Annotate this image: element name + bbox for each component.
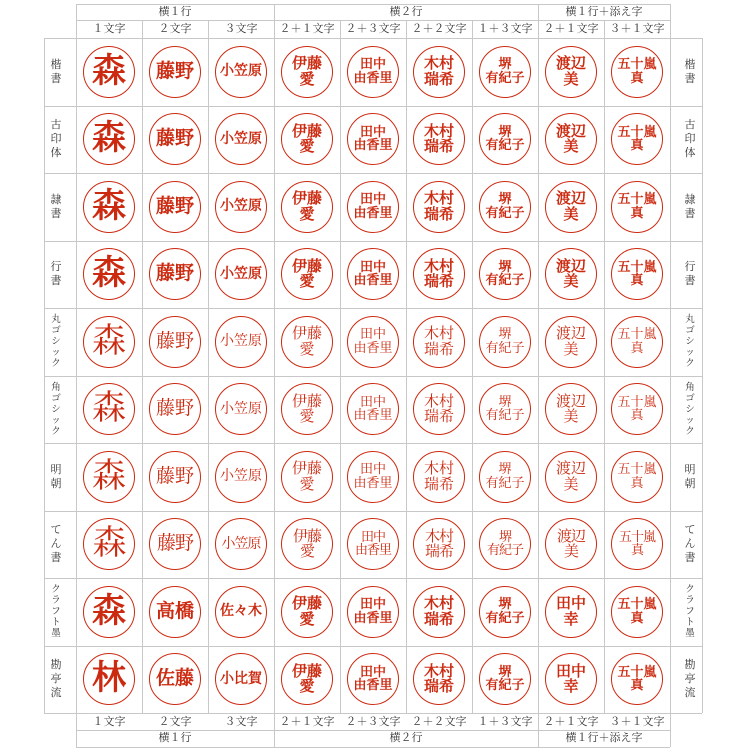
row-label-right: 丸 ゴ シ ッ ク xyxy=(685,314,695,370)
seal-characters: 木村 瑞希 xyxy=(423,661,454,696)
left-border xyxy=(44,38,45,713)
seal-stamp xyxy=(149,113,201,165)
seal-stamp xyxy=(83,113,135,165)
seal-characters: 伊藤 愛 xyxy=(292,526,321,561)
seal-stamp xyxy=(545,518,597,570)
bottom-column-header: ３文字 xyxy=(224,715,258,728)
seal-stamp xyxy=(545,113,597,165)
seal-stamp xyxy=(149,653,201,705)
column-divider xyxy=(670,4,671,747)
row-label-right: 隷 書 xyxy=(684,192,696,220)
row-label-right: ク ラ フ ト 墨 xyxy=(685,584,695,640)
seal-stamp xyxy=(413,653,465,705)
seal-stamp xyxy=(281,113,333,165)
seal-characters: 渡辺 美 xyxy=(555,54,586,88)
seal-stamp xyxy=(479,451,531,503)
seal-stamp xyxy=(479,46,531,98)
seal-stamp xyxy=(83,181,135,233)
seal-stamp xyxy=(611,653,663,705)
bottom-column-header: １＋３文字 xyxy=(477,715,533,728)
seal-stamp xyxy=(545,181,597,233)
column-divider xyxy=(604,20,605,714)
seal-characters: 木村 瑞希 xyxy=(423,324,454,358)
seal-characters: 伊藤 愛 xyxy=(291,121,322,156)
seal-stamp xyxy=(413,46,465,98)
bottom-border xyxy=(76,747,670,748)
seal-stamp xyxy=(413,113,465,165)
column-divider xyxy=(472,20,473,714)
column-divider xyxy=(274,4,275,747)
row-label-left: 楷 書 xyxy=(50,57,62,85)
seal-characters: 堺 有紀子 xyxy=(485,394,525,424)
group-header: 横２行 xyxy=(389,5,423,18)
column-divider xyxy=(406,20,407,714)
bottom-column-header: ３＋１文字 xyxy=(609,715,665,728)
seal-stamp xyxy=(215,383,267,435)
row-label-left: 角 ゴ シ ッ ク xyxy=(51,381,61,437)
group-header: 横１行＋添え字 xyxy=(565,5,643,18)
seal-characters: 堺 有紀子 xyxy=(485,259,525,289)
seal-characters: 木村 瑞希 xyxy=(423,391,454,426)
seal-font-sample-sheet xyxy=(44,4,704,744)
seal-stamp xyxy=(611,46,663,98)
seal-characters: 渡辺 美 xyxy=(556,526,585,561)
seal-characters: 森 xyxy=(92,590,126,631)
seal-characters: 渡辺 美 xyxy=(555,121,586,156)
seal-stamp xyxy=(347,248,399,300)
row-label-right: 行 書 xyxy=(684,260,696,288)
seal-stamp xyxy=(149,316,201,368)
seal-characters: 木村 瑞希 xyxy=(424,526,453,561)
seal-stamp xyxy=(545,316,597,368)
seal-characters: 五十嵐 真 xyxy=(617,327,657,356)
seal-characters: 藤野 xyxy=(155,464,194,487)
column-divider xyxy=(538,4,539,747)
seal-stamp xyxy=(149,181,201,233)
seal-characters: 渡辺 美 xyxy=(555,189,586,223)
seal-stamp xyxy=(611,316,663,368)
seal-stamp xyxy=(479,586,531,638)
seal-stamp xyxy=(545,653,597,705)
seal-characters: 田中 由香里 xyxy=(353,57,393,86)
seal-characters: 田中 幸 xyxy=(555,661,586,696)
seal-stamp xyxy=(347,181,399,233)
seal-stamp xyxy=(215,316,267,368)
seal-characters: 佐々木 xyxy=(220,603,262,620)
seal-characters: 伊藤 愛 xyxy=(291,324,322,358)
seal-characters: 堺 有紀子 xyxy=(485,462,525,491)
seal-stamp xyxy=(215,518,267,570)
seal-stamp xyxy=(611,383,663,435)
seal-stamp xyxy=(545,383,597,435)
seal-characters: 渡辺 美 xyxy=(555,256,586,291)
seal-characters: 佐藤 xyxy=(155,667,194,690)
seal-stamp xyxy=(83,316,135,368)
column-header: ２文字 xyxy=(158,22,192,35)
seal-stamp xyxy=(611,181,663,233)
seal-stamp xyxy=(83,653,135,705)
seal-characters: 田中 由香里 xyxy=(353,259,393,289)
seal-characters: 小比賀 xyxy=(220,670,262,687)
row-label-left: 勘 亭 流 xyxy=(50,658,62,700)
seal-stamp xyxy=(281,46,333,98)
row-label-left: 行 書 xyxy=(50,260,62,288)
row-label-left: 古 印 体 xyxy=(50,118,62,160)
seal-stamp xyxy=(545,46,597,98)
seal-stamp xyxy=(215,181,267,233)
column-header: ２＋１文字 xyxy=(279,22,335,35)
seal-characters: 田中 由香里 xyxy=(353,192,393,221)
seal-characters: 木村 瑞希 xyxy=(423,256,454,291)
seal-stamp xyxy=(479,113,531,165)
seal-characters: 五十嵐 真 xyxy=(617,57,657,86)
seal-stamp xyxy=(347,586,399,638)
seal-stamp xyxy=(347,383,399,435)
seal-characters: 五十嵐 真 xyxy=(617,462,657,491)
seal-characters: 五十嵐 真 xyxy=(617,192,657,221)
seal-characters: 小笠原 xyxy=(220,265,262,282)
seal-stamp xyxy=(479,653,531,705)
seal-characters: 伊藤 愛 xyxy=(291,256,322,291)
seal-stamp xyxy=(413,316,465,368)
seal-characters: 五十嵐 真 xyxy=(617,124,657,154)
seal-characters: 田中 由香里 xyxy=(353,462,393,491)
seal-characters: 藤野 xyxy=(155,262,194,285)
seal-characters: 渡辺 美 xyxy=(555,459,586,493)
seal-characters: 藤野 xyxy=(156,532,193,555)
seal-stamp xyxy=(479,518,531,570)
seal-stamp xyxy=(83,383,135,435)
seal-characters: 堺 有紀子 xyxy=(485,327,525,356)
seal-characters: 森 xyxy=(92,388,126,429)
seal-characters: 小笠原 xyxy=(220,468,262,485)
seal-stamp xyxy=(347,518,399,570)
bottom-group-header: 横２行 xyxy=(389,731,423,744)
seal-characters: 木村 瑞希 xyxy=(423,54,454,88)
column-header: ３＋１文字 xyxy=(609,22,665,35)
seal-characters: 林 xyxy=(92,658,126,699)
seal-characters: 五十嵐 真 xyxy=(618,529,655,559)
row-label-left: 丸 ゴ シ ッ ク xyxy=(51,314,61,370)
seal-characters: 藤野 xyxy=(155,397,194,420)
seal-characters: 小笠原 xyxy=(220,130,262,147)
row-label-right: 勘 亭 流 xyxy=(684,658,696,700)
seal-characters: 伊藤 愛 xyxy=(291,189,322,223)
seal-characters: 木村 瑞希 xyxy=(423,189,454,223)
seal-characters: 渡辺 美 xyxy=(555,324,586,358)
seal-characters: 森 xyxy=(92,253,126,294)
seal-stamp xyxy=(545,586,597,638)
row-label-right: て ん 書 xyxy=(684,523,696,565)
seal-stamp xyxy=(545,248,597,300)
seal-characters: 伊藤 愛 xyxy=(291,391,322,426)
seal-stamp xyxy=(83,586,135,638)
seal-stamp xyxy=(479,316,531,368)
seal-stamp xyxy=(215,586,267,638)
seal-characters: 藤野 xyxy=(155,127,194,150)
seal-characters: 五十嵐 真 xyxy=(617,394,657,424)
seal-characters: 木村 瑞希 xyxy=(423,121,454,156)
bottom-column-header: ２＋１文字 xyxy=(279,715,335,728)
seal-characters: 森 xyxy=(92,185,126,226)
seal-characters: 五十嵐 真 xyxy=(617,597,657,626)
seal-stamp xyxy=(281,181,333,233)
row-label-right: 角 ゴ シ ッ ク xyxy=(685,381,695,437)
seal-characters: 森 xyxy=(92,523,126,564)
seal-characters: 小笠原 xyxy=(220,333,262,350)
seal-stamp xyxy=(83,518,135,570)
seal-stamp xyxy=(149,518,201,570)
top-border xyxy=(76,4,670,5)
seal-stamp xyxy=(281,451,333,503)
bottom-group-header: 横１行＋添え字 xyxy=(565,731,643,744)
seal-characters: 高橋 xyxy=(155,599,194,622)
seal-characters: 田中 由香里 xyxy=(353,664,393,694)
seal-stamp xyxy=(215,653,267,705)
seal-stamp xyxy=(347,653,399,705)
bottom-group-header: 横１行 xyxy=(158,731,192,744)
column-header: １＋３文字 xyxy=(477,22,533,35)
seal-characters: 田中 由香里 xyxy=(353,597,393,626)
seal-characters: 木村 瑞希 xyxy=(423,594,454,628)
column-header: ３文字 xyxy=(224,22,258,35)
seal-stamp xyxy=(83,451,135,503)
seal-stamp xyxy=(611,586,663,638)
seal-characters: 藤野 xyxy=(155,329,194,352)
seal-stamp xyxy=(611,518,663,570)
seal-characters: 田中 由香里 xyxy=(353,124,393,154)
seal-stamp xyxy=(347,451,399,503)
row-label-left: て ん 書 xyxy=(50,523,62,565)
seal-characters: 堺 有紀子 xyxy=(485,664,525,694)
seal-stamp xyxy=(215,113,267,165)
seal-characters: 藤野 xyxy=(155,59,194,82)
seal-stamp xyxy=(413,383,465,435)
seal-characters: 森 xyxy=(92,320,126,361)
right-border xyxy=(702,38,703,713)
group-divider xyxy=(76,20,670,21)
seal-characters: 五十嵐 真 xyxy=(617,664,657,694)
row-label-left: 隷 書 xyxy=(50,192,62,220)
seal-stamp xyxy=(281,316,333,368)
bottom-column-header: ２文字 xyxy=(158,715,192,728)
bottom-column-header: ２＋２文字 xyxy=(411,715,467,728)
bottom-column-header: ２＋３文字 xyxy=(345,715,401,728)
column-header: １文字 xyxy=(92,22,126,35)
seal-characters: 堺 有紀子 xyxy=(485,192,525,221)
seal-stamp xyxy=(281,248,333,300)
seal-characters: 堺 有紀子 xyxy=(485,124,525,154)
seal-stamp xyxy=(413,518,465,570)
seal-stamp xyxy=(413,586,465,638)
seal-characters: 小笠原 xyxy=(220,198,262,215)
seal-stamp xyxy=(149,383,201,435)
seal-characters: 小笠原 xyxy=(220,400,262,417)
group-header: 横１行 xyxy=(158,5,192,18)
seal-characters: 木村 瑞希 xyxy=(423,459,454,493)
seal-characters: 田中 幸 xyxy=(555,594,586,628)
seal-stamp xyxy=(215,46,267,98)
seal-stamp xyxy=(281,518,333,570)
row-label-right: 楷 書 xyxy=(684,57,696,85)
seal-stamp xyxy=(83,46,135,98)
seal-characters: 五十嵐 真 xyxy=(617,259,657,289)
bottom-column-header: ２＋１文字 xyxy=(543,715,599,728)
column-header: ２＋３文字 xyxy=(345,22,401,35)
seal-stamp xyxy=(149,46,201,98)
bottom-group-divider xyxy=(76,730,670,731)
seal-stamp xyxy=(611,113,663,165)
seal-stamp xyxy=(611,451,663,503)
seal-stamp xyxy=(545,451,597,503)
seal-characters: 伊藤 愛 xyxy=(291,661,322,696)
seal-characters: 伊藤 愛 xyxy=(291,54,322,88)
seal-stamp xyxy=(413,451,465,503)
seal-stamp xyxy=(479,181,531,233)
column-divider xyxy=(340,20,341,714)
seal-characters: 森 xyxy=(92,50,126,91)
seal-stamp xyxy=(281,586,333,638)
seal-stamp xyxy=(347,316,399,368)
column-divider xyxy=(76,4,77,747)
column-header: ２＋１文字 xyxy=(543,22,599,35)
bottom-column-header: １文字 xyxy=(92,715,126,728)
seal-stamp xyxy=(215,248,267,300)
seal-characters: 田中 由香里 xyxy=(353,394,393,424)
column-header: ２＋２文字 xyxy=(411,22,467,35)
row-label-right: 古 印 体 xyxy=(684,118,696,160)
seal-characters: 堺 有紀子 xyxy=(485,597,525,626)
seal-stamp xyxy=(347,46,399,98)
seal-characters: 田中 由香里 xyxy=(354,529,391,559)
seal-stamp xyxy=(611,248,663,300)
seal-characters: 渡辺 美 xyxy=(555,391,586,426)
row-label-left: 明 朝 xyxy=(50,462,62,490)
column-divider xyxy=(142,20,143,714)
seal-stamp xyxy=(149,248,201,300)
seal-stamp xyxy=(281,383,333,435)
seal-characters: 小笠原 xyxy=(220,63,262,80)
row-label-right: 明 朝 xyxy=(684,462,696,490)
seal-stamp xyxy=(413,248,465,300)
seal-stamp xyxy=(215,451,267,503)
seal-stamp xyxy=(413,181,465,233)
seal-characters: 小笠原 xyxy=(221,535,261,552)
seal-stamp xyxy=(149,586,201,638)
seal-characters: 伊藤 愛 xyxy=(291,459,322,493)
column-divider xyxy=(208,20,209,714)
seal-stamp xyxy=(83,248,135,300)
seal-characters: 田中 由香里 xyxy=(353,327,393,356)
row-label-left: ク ラ フ ト 墨 xyxy=(51,584,61,640)
seal-characters: 堺 有紀子 xyxy=(486,529,523,559)
seal-characters: 堺 有紀子 xyxy=(485,57,525,86)
seal-stamp xyxy=(149,451,201,503)
seal-characters: 藤野 xyxy=(155,194,194,217)
seal-characters: 森 xyxy=(92,455,126,496)
seal-characters: 森 xyxy=(92,118,126,159)
seal-stamp xyxy=(479,248,531,300)
seal-characters: 伊藤 愛 xyxy=(291,594,322,628)
seal-stamp xyxy=(479,383,531,435)
seal-stamp xyxy=(347,113,399,165)
seal-stamp xyxy=(281,653,333,705)
